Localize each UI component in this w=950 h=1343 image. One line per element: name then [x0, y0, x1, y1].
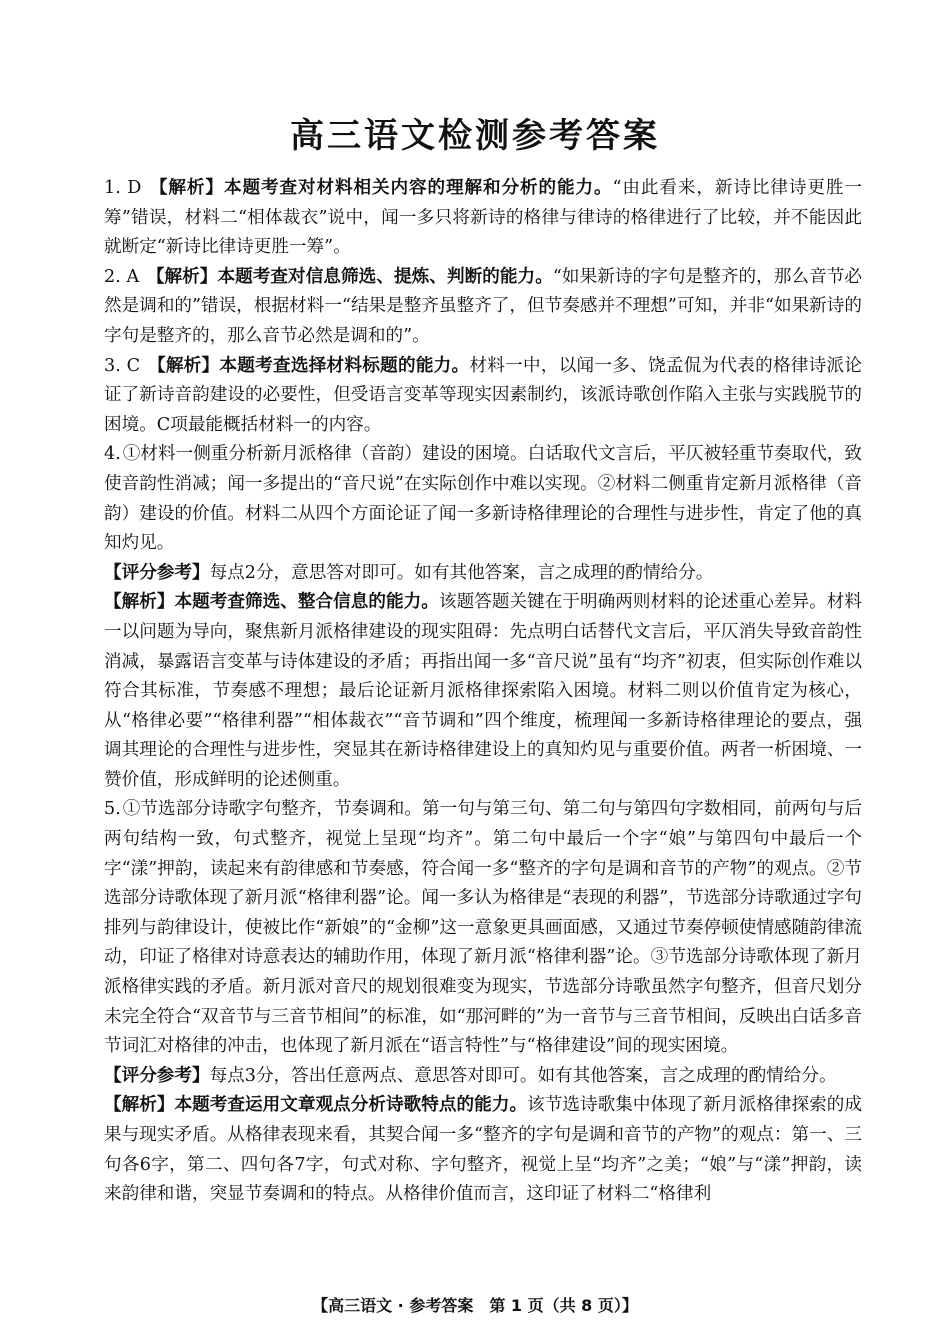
question-number: 1. D [104, 178, 142, 198]
answer-item-3 [104, 352, 862, 441]
score-tag: 【评分参考】 [104, 562, 210, 583]
answers-body [104, 174, 862, 1210]
analysis-text: 该题答题关键在于明确两则材料的论述重心差异。材料一以问题为导向，聚焦新月派格律建设的现实阻碍：先点明白话替代文言后，平仄消失导致音韵性消减，暴露语言变革与诗体建设的矛盾；再指出闻一多“音尺说”虽有“均齐”初衷，但实际创作难以符合其标准，节奏感不理想；最后论证新月派格律探索陷入困境。材料二则以价值肯定为核心，从“格律必要”“格律利器”“相体裁衣”“音节调和”四个维度，梳理闻一多新诗格律理论的要点，强调其理论的合理性与进步性，突显其在新诗格律建设上的真知灼见与重要价值。两者一析困境、一赞价值，形成鲜明的论述侧重。 [104, 592, 862, 790]
score-text: 每点3分，答出任意两点、意思答对即可。如有其他答案，言之成理的酌情给分。 [209, 1065, 837, 1086]
analysis-5 [104, 1091, 862, 1209]
question-number: 5. [104, 799, 121, 820]
analysis-tag: 【解析】 [104, 1095, 175, 1116]
score-reference-5 [104, 1062, 862, 1092]
answer-item-4 [104, 440, 862, 558]
analysis-tag: 【解析】 [146, 266, 218, 287]
analysis-tag: 【解析】 [147, 355, 220, 376]
analysis-lead: 本题考查对材料相关内容的理解和分析的能力。 [223, 178, 613, 198]
analysis-4 [104, 588, 862, 795]
answer-text: ①材料一侧重分析新月派格律（音韵）建设的困境。白话取代文言后，平仄被轻重节奏取代，致使音韵性消减；闻一多提出的“音尺说”在实际创作中难以实现。②材料二侧重肯定新月派格律（音韵）建设的价值。材料二从四个方面论证了闻一多新诗格律理论的合理性与进步性，肯定了他的真知灼见。 [104, 444, 862, 554]
question-number: 4. [104, 444, 121, 465]
score-tag: 【评分参考】 [104, 1065, 210, 1086]
answer-text: ①节选部分诗歌字句整齐，节奏调和。第一句与第三句、第二句与第四句字数相同，前两句与后两句结构一致，句式整齐，视觉上呈现“均齐”。第二句中最后一个字“娘”与第四句中最后一个字“漾”押韵，读起来有韵律感和节奏感，符合闻一多“整齐的字句是调和音节的产物”的观点。②节选部分诗歌体现了新月派“格律利器”论。闻一多认为格律是“表现的利器”，节选部分诗歌通过字句排列与韵律设计，使被比作“新娘”的“金柳”这一意象更具画面感，又通过节奏停顿使情感随韵律流动，印证了格律对诗意表达的辅助作用，体现了新月派“格律利器”论。③节选部分诗歌体现了新月派格律实践的矛盾。新月派对音尺的规划很难变为现实，节选部分诗歌虽然字句整齐，但音尺划分未完全符合“双音节与三音节相间”的标准，如“那河畔的”为一音节与三音节相间，反映出白话多音节词汇对格律的冲击，也体现了新月派在“语言特性”与“格律建设”间的现实困境。 [104, 799, 862, 1057]
analysis-text: “由此看来，新诗比律诗更胜一筹”错误，材料二“相体裁衣”说中，闻一多只将新诗的格律与律诗的格律进行了比较，并不能因此就断定“新诗比律诗更胜一筹”。 [104, 178, 863, 258]
analysis-tag: 【解析】 [104, 592, 175, 613]
answer-item-2 [104, 263, 862, 352]
question-number: 2. A [104, 266, 140, 287]
analysis-lead: 本题考查运用文章观点分析诗歌特点的能力。 [174, 1095, 528, 1116]
analysis-tag: 【解析】 [149, 178, 224, 198]
page-title: 高三语文检测参考答案 [290, 116, 660, 156]
question-number: 3. C [104, 355, 141, 376]
analysis-text: “如果新诗的字句是整齐的，那么音节必然是调和的”错误，根据材料一“结果是整齐虽整齐了，但节奏感并不理想”可知，并非“如果新诗的字句是整齐的，那么音节必然是调和的”。 [104, 266, 862, 346]
score-reference-4 [104, 559, 862, 589]
answer-item-5 [104, 795, 862, 1061]
analysis-lead: 本题考查对信息筛选、提炼、判断的能力。 [217, 266, 553, 287]
page-footer: 【高三语文 · 参考答案 第 1 页（共 8 页）】 [312, 1296, 638, 1315]
answer-item-1 [104, 174, 862, 263]
analysis-text: 该节选诗歌集中体现了新月派格律探索的成果与现实矛盾。从格律表现来看，其契合闻一多“整齐的字句是调和音节的产物”的观点：第一、三句各6字，第二、四句各7字，句式对称、字句整齐，视觉上呈“均齐”之美；“娘”与“漾”押韵，读来韵律和谐，突显节奏调和的特点。从格律价值而言，这印证了材料二“格律利 [104, 1095, 862, 1205]
analysis-lead: 本题考查筛选、整合信息的能力。 [174, 592, 439, 613]
analysis-text: 材料一中，以闻一多、饶孟侃为代表的格律诗派论证了新诗音韵建设的必要性，但受语言变革等现实因素制约，该派诗歌创作陷入主张与实践脱节的困境。C项最能概括材料一的内容。 [104, 355, 862, 435]
score-text: 每点2分，意思答对即可。如有其他答案，言之成理的酌情给分。 [209, 562, 714, 583]
analysis-lead: 本题考查选择材料标题的能力。 [219, 355, 470, 376]
